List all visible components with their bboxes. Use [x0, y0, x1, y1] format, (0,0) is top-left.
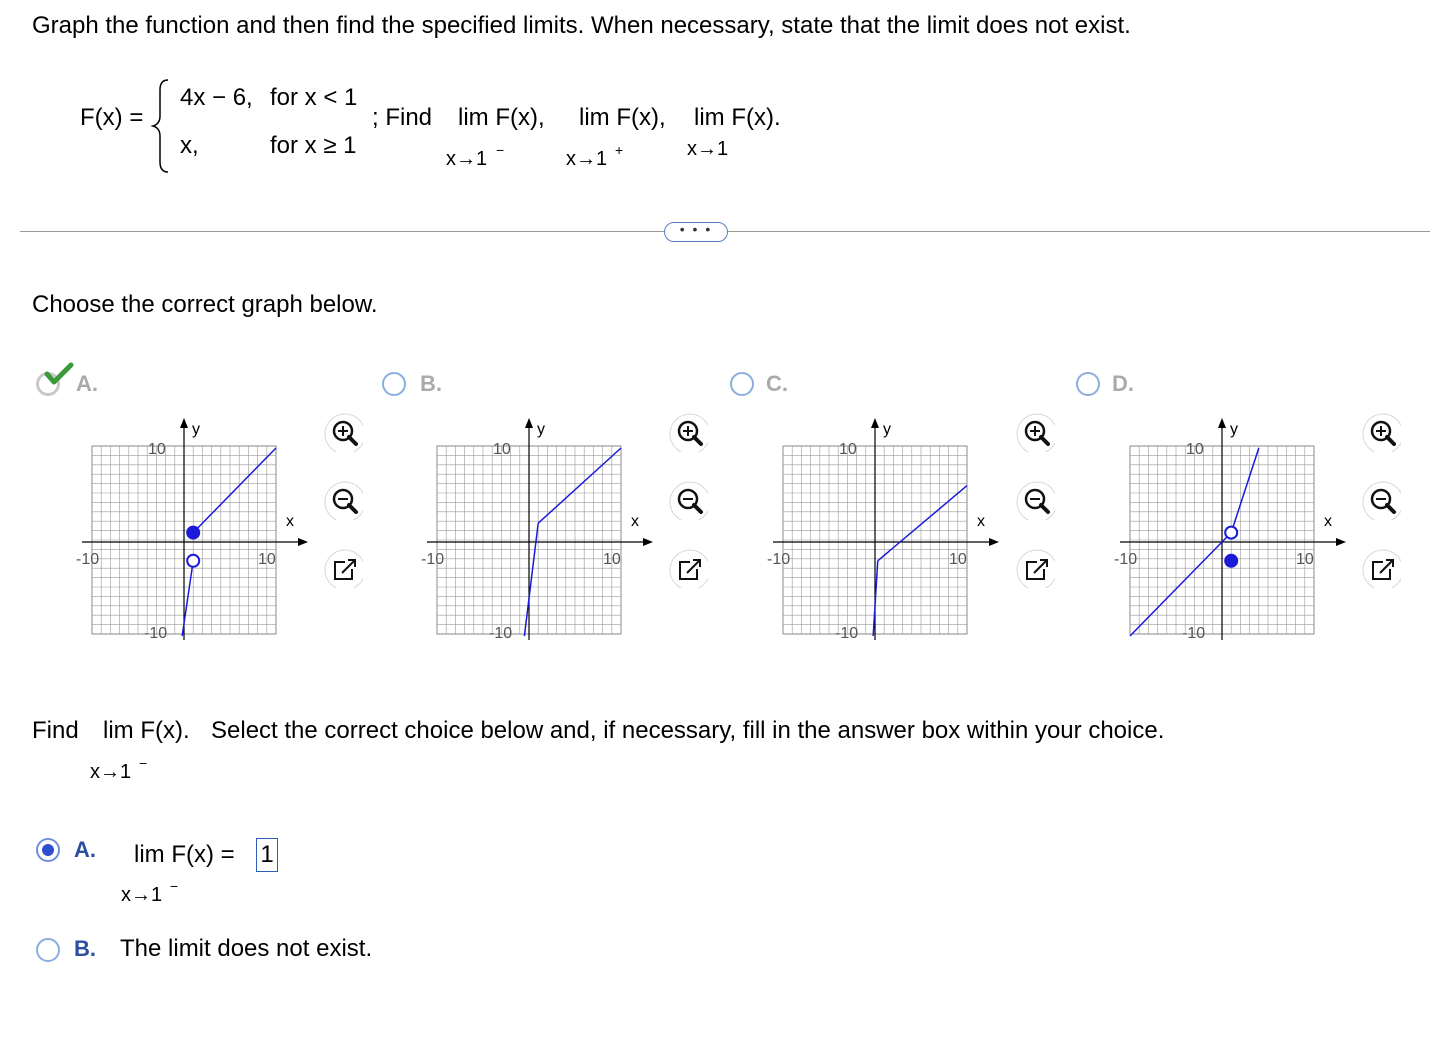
checkmark-icon	[44, 362, 74, 386]
function-name: F(x) =	[80, 104, 144, 131]
y-tick-neg: -10	[489, 625, 513, 642]
y-tick-neg: -10	[835, 625, 859, 642]
choice-a-letter: A.	[74, 837, 96, 862]
graph-b	[421, 408, 701, 668]
y-tick-pos: 10	[839, 441, 857, 458]
y-axis-label: y	[1230, 421, 1238, 438]
limit-right-subscript: x→1	[566, 148, 608, 170]
zoom-in-icon[interactable]	[668, 412, 708, 452]
zoom-in-icon[interactable]	[1015, 412, 1055, 452]
graph-option-d-letter: D.	[1112, 371, 1134, 396]
more-button[interactable]: • • •	[664, 222, 728, 242]
limit-find-word: Find	[32, 717, 79, 744]
left-brace	[150, 78, 172, 174]
choice-b-text: The limit does not exist.	[120, 935, 373, 962]
x-tick-neg: -10	[1114, 551, 1138, 568]
x-tick-neg: -10	[421, 551, 445, 568]
limit-left-subscript: x→1	[446, 148, 488, 170]
y-axis-arrow	[525, 418, 533, 428]
x-tick-pos: 10	[258, 551, 276, 568]
open-point	[1225, 527, 1237, 539]
open-in-new-icon[interactable]	[1361, 548, 1401, 588]
choice-a-lim-text: lim F(x) =	[134, 841, 235, 868]
y-tick-pos: 10	[493, 441, 511, 458]
instruction-text: Graph the function and then find the specified limits. When necessary, state that the limit does not exist.	[32, 12, 1131, 39]
graph-option-d-radio[interactable]	[1076, 372, 1100, 396]
graph-option-b-letter: B.	[420, 371, 442, 396]
limit-right-text: lim F(x),	[579, 104, 666, 131]
find-label: ; Find	[372, 104, 433, 131]
limit-question-superscript: −	[139, 755, 148, 771]
choice-a-superscript: −	[170, 878, 179, 894]
x-axis-arrow	[989, 538, 999, 546]
y-axis-label: y	[192, 421, 200, 438]
piece2-condition: for x ≥ 1	[270, 132, 357, 159]
graph-d	[1114, 408, 1394, 668]
graph-option-a-letter: A.	[76, 371, 98, 396]
x-tick-pos: 10	[603, 551, 621, 568]
piece1-condition: for x < 1	[270, 84, 358, 111]
x-tick-neg: -10	[76, 551, 100, 568]
x-tick-pos: 10	[1296, 551, 1314, 568]
limit-both-text: lim F(x).	[694, 104, 781, 131]
graph-c	[767, 408, 1047, 668]
limit-left-superscript: −	[496, 142, 505, 158]
y-tick-pos: 10	[148, 441, 166, 458]
x-tick-pos: 10	[949, 551, 967, 568]
open-in-new-icon[interactable]	[1015, 548, 1055, 588]
x-axis-arrow	[298, 538, 308, 546]
y-tick-pos: 10	[1186, 441, 1204, 458]
choice-b-letter: B.	[74, 936, 96, 961]
filled-point	[1224, 554, 1238, 568]
zoom-out-icon[interactable]	[1361, 480, 1401, 520]
x-axis-label: x	[1324, 513, 1332, 530]
y-axis-label: y	[537, 421, 545, 438]
graph-a	[76, 408, 356, 668]
limit-left-text: lim F(x),	[458, 104, 545, 131]
y-axis-arrow	[1218, 418, 1226, 428]
x-tick-neg: -10	[767, 551, 791, 568]
zoom-in-icon[interactable]	[323, 412, 363, 452]
zoom-out-icon[interactable]	[1015, 480, 1055, 520]
open-in-new-icon[interactable]	[668, 548, 708, 588]
x-axis-label: x	[631, 513, 639, 530]
graph-prompt: Choose the correct graph below.	[32, 291, 378, 318]
limit-both-subscript: x→1	[687, 138, 729, 160]
piece1-expression: 4x − 6,	[180, 84, 253, 111]
y-axis-label: y	[883, 421, 891, 438]
limit-question-subscript: x→1	[90, 761, 132, 783]
choice-a-radio[interactable]	[36, 838, 60, 862]
limit-question-lim: lim F(x).	[103, 717, 190, 744]
open-point	[187, 555, 199, 567]
open-in-new-icon[interactable]	[323, 548, 363, 588]
x-axis-arrow	[643, 538, 653, 546]
zoom-in-icon[interactable]	[1361, 412, 1401, 452]
y-tick-neg: -10	[1182, 625, 1206, 642]
y-axis-arrow	[180, 418, 188, 428]
piece2-expression: x,	[180, 132, 199, 159]
x-axis-label: x	[977, 513, 985, 530]
graph-option-c-letter: C.	[766, 371, 788, 396]
limit-right-superscript: +	[615, 142, 624, 158]
zoom-out-icon[interactable]	[323, 480, 363, 520]
choice-a-subscript: x→1	[121, 884, 163, 906]
limit-question-prompt: Select the correct choice below and, if necessary, fill in the answer box within your choice.	[211, 717, 1165, 744]
choice-b-radio[interactable]	[36, 938, 60, 962]
y-axis-arrow	[871, 418, 879, 428]
x-axis-arrow	[1336, 538, 1346, 546]
x-axis-label: x	[286, 513, 294, 530]
zoom-out-icon[interactable]	[668, 480, 708, 520]
graph-option-b-radio[interactable]	[382, 372, 406, 396]
graph-option-c-radio[interactable]	[730, 372, 754, 396]
answer-input[interactable]: 1	[256, 838, 278, 872]
y-tick-neg: -10	[144, 625, 168, 642]
filled-point	[186, 526, 200, 540]
